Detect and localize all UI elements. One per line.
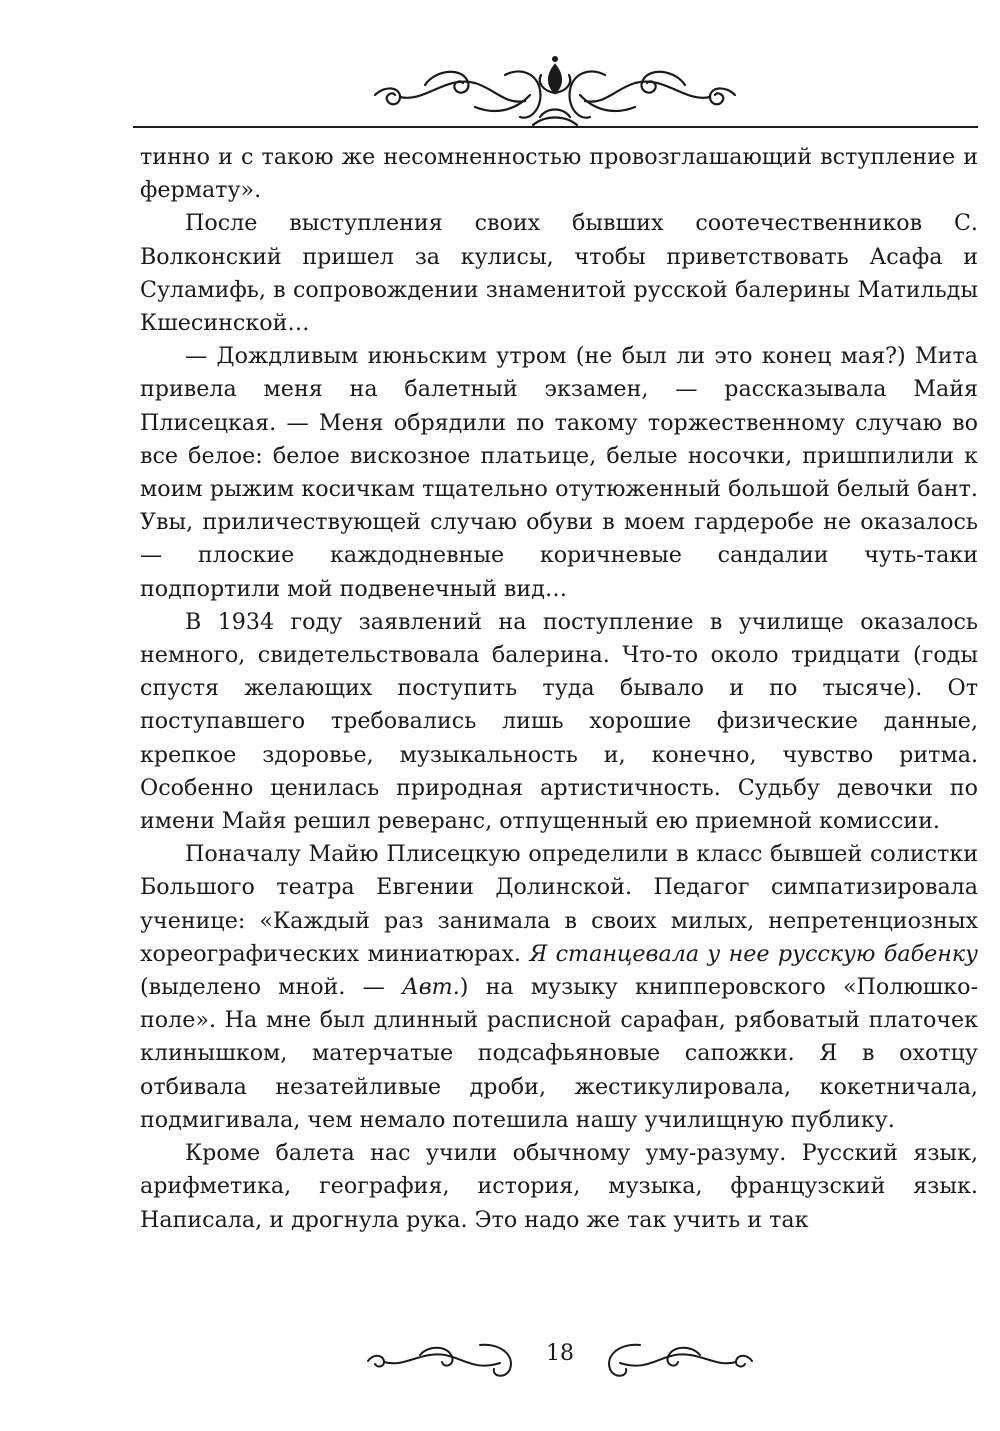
page-footer bbox=[360, 1333, 760, 1383]
page-number: 18 bbox=[546, 1341, 574, 1366]
header-flourish-ornament bbox=[355, 45, 755, 135]
paragraph: Кроме балета нас учили обычному уму-разуму. Русский язык, арифметика, география, история, музыка, французский язык. Написала, и дрогнула рука. Это надо же так учить и так bbox=[140, 1140, 978, 1233]
body-text bbox=[140, 141, 978, 1237]
text-run: ) на музыку книпперовского «Полюшко-поле». На мне был длинный расписной сарафан, рябоватый платочек клинышком, матерчатые подсафьяновые сапожки. Я в охотцу отбивала незатейливые дроби, жестикулировала, кокетничала, подмигивала, чем немало потешила нашу училищную публику. bbox=[140, 974, 978, 1133]
header-rule bbox=[133, 126, 978, 128]
italic-quote: Я станцевала у нее русскую бабенку bbox=[529, 940, 978, 967]
paragraph: После выступления своих бывших соотечественников С. Волконский пришел за кулисы, чтобы приветствовать Асафа и Суламифь, в сопровождении знаменитой русской балерины Матильды Кшесинской… bbox=[140, 210, 978, 337]
footer-right-flourish bbox=[600, 1333, 760, 1383]
paragraph-continuation: тинно и с такою же несомненностью провозглашающий вступление и фермату». bbox=[140, 144, 978, 204]
text-run: Поначалу Майю Плисецкую определили в класс бывшей солистки Большого театра Евгении Долинской. Педагог симпатизировала ученице: «Каждый раз занимала в своих милых, непретенциозных хореографических миниатюрах. bbox=[140, 841, 978, 967]
paragraph: — Дождливым июньским утром (не был ли это конец мая?) Мита привела меня на балетный экзамен, — рассказывала Майя Плисецкая. — Меня обрядили по такому торжественному случаю во все белое: белое вискозное платьице, белые носочки, пришпилили к моим рыжим косичкам тщательно отутюженный большой белый бант. Увы, приличествующей случаю обуви в моем гардеробе не оказалось — плоские каждодневные коричневые сандалии чуть-таки подпортили мой подвенечный вид… bbox=[140, 343, 978, 602]
text-run: (выделено мной. — bbox=[140, 974, 402, 1001]
italic-author-mark: Авт. bbox=[401, 974, 460, 1001]
paragraph: В 1934 году заявлений на поступление в училище оказалось немного, свидетельствовала балерина. Что-то около тридцати (годы спустя желающих поступить туда бывало и по тысяче). От поступавшего требовались лишь хорошие физические данные, крепкое здоровье, музыкальность и, конечно, чувство ритма. Особенно ценилась природная артистичность. Судьбу девочки по имени Майя решил реверанс, отпущенный ею приемной комиссии. bbox=[140, 608, 978, 835]
paragraph bbox=[140, 838, 978, 1137]
